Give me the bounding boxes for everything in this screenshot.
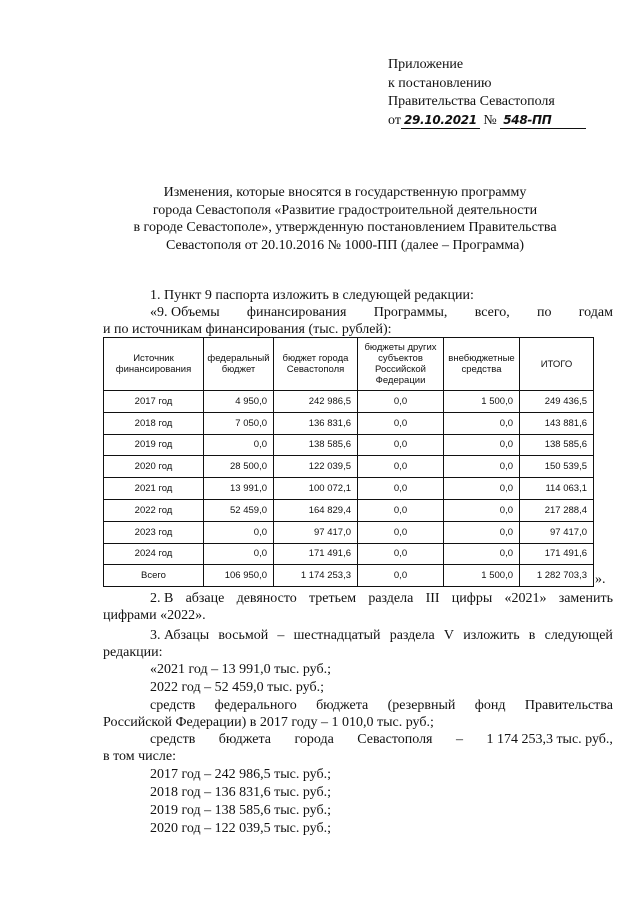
item3-p4-line2: в том числе:	[103, 749, 176, 764]
item3-line1: 3. Абзацы восьмой – шестнадцатый раздела V изложить в следующей	[150, 628, 613, 643]
item1-line1: «9. Объемы финансирования Программы, всего, по годам	[150, 305, 613, 320]
appendix-block	[388, 56, 586, 130]
title-line-3: в городе Севастополе», утвержденную постановлением Правительства	[133, 220, 557, 235]
title-line-1: Изменения, которые вносятся в государственную программу	[163, 185, 527, 200]
table-row: 2024 год 0,0 171 491,6 0,0 0,0 171 491,6	[104, 543, 594, 565]
appendix-line-2: к постановлению	[388, 75, 492, 91]
appendix-date-line	[388, 112, 586, 131]
table-total-row: Всего 106 950,0 1 174 253,3 0,0 1 500,0 1 282 703,3	[104, 565, 594, 587]
item3-p2: 2022 год – 52 459,0 тыс. руб.;	[150, 680, 324, 695]
title-line-2: города Севастополя «Развитие градостроительной деятельности	[152, 202, 538, 218]
title-line-4: Севастополя от 20.10.2016 № 1000-ПП (далее – Программа)	[165, 237, 525, 253]
resolution-number: 548-ПП	[500, 113, 586, 129]
year-line-2019: 2019 год – 138 585,6 тыс. руб.;	[150, 803, 331, 818]
table-row: 2023 год 0,0 97 417,0 0,0 0,0 97 417,0	[104, 521, 594, 543]
financing-table	[103, 337, 594, 587]
table-row: 2020 год 28 500,0 122 039,5 0,0 0,0 150 539,5	[104, 456, 594, 478]
table-header-row	[104, 338, 594, 391]
document-title	[110, 184, 580, 254]
item2-line1: 2. В абзаце девяносто третьем раздела III цифры «2021» заменить	[150, 591, 613, 606]
item2-line2: цифрами «2022».	[103, 608, 206, 623]
table-close-quote: ».	[595, 572, 606, 587]
appendix-line-1: Приложение	[388, 57, 464, 72]
table-row: 2017 год 4 950,0 242 986,5 0,0 1 500,0 249 436,5	[104, 391, 594, 413]
item1-line2: и по источникам финансирования (тыс. рублей):	[103, 322, 392, 337]
item3-p3-line1: средств федерального бюджета (резервный фонд Правительства	[150, 698, 613, 713]
header-total: ИТОГО	[520, 338, 594, 391]
item3-line2: редакции:	[103, 645, 163, 660]
header-city: бюджет города Севастополя	[274, 338, 358, 391]
header-extrabudgetary: внебюджетные средства	[444, 338, 520, 391]
table-row: 2021 год 13 991,0 100 072,1 0,0 0,0 114 063,1	[104, 478, 594, 500]
header-federal: федеральный бюджет	[204, 338, 274, 391]
year-line-2017: 2017 год – 242 986,5 тыс. руб.;	[150, 767, 331, 782]
table-row: 2019 год 0,0 138 585,6 0,0 0,0 138 585,6	[104, 434, 594, 456]
item3-p3-line2: Российской Федерации) в 2017 году – 1 010,0 тыс. руб.;	[103, 715, 434, 730]
number-prefix: №	[483, 112, 497, 128]
item1-heading: 1. Пункт 9 паспорта изложить в следующей редакции:	[150, 288, 474, 303]
header-source: Источник финансирования	[104, 338, 204, 391]
appendix-line-3: Правительства Севастополя	[388, 94, 555, 109]
year-line-2018: 2018 год – 136 831,6 тыс. руб.;	[150, 785, 331, 800]
table-row: 2018 год 7 050,0 136 831,6 0,0 0,0 143 881,6	[104, 412, 594, 434]
year-line-2020: 2020 год – 122 039,5 тыс. руб.;	[150, 821, 331, 836]
header-other-subjects: бюджеты других субъектов Российской Федерации	[358, 338, 444, 391]
table-row: 2022 год 52 459,0 164 829,4 0,0 0,0 217 288,4	[104, 499, 594, 521]
date-prefix: от	[388, 112, 401, 128]
resolution-date: 29.10.2021	[401, 113, 480, 129]
item3-p1: «2021 год – 13 991,0 тыс. руб.;	[150, 662, 331, 677]
item3-p4-line1: средств бюджета города Севастополя – 1 174 253,3 тыс. руб.,	[150, 732, 613, 747]
